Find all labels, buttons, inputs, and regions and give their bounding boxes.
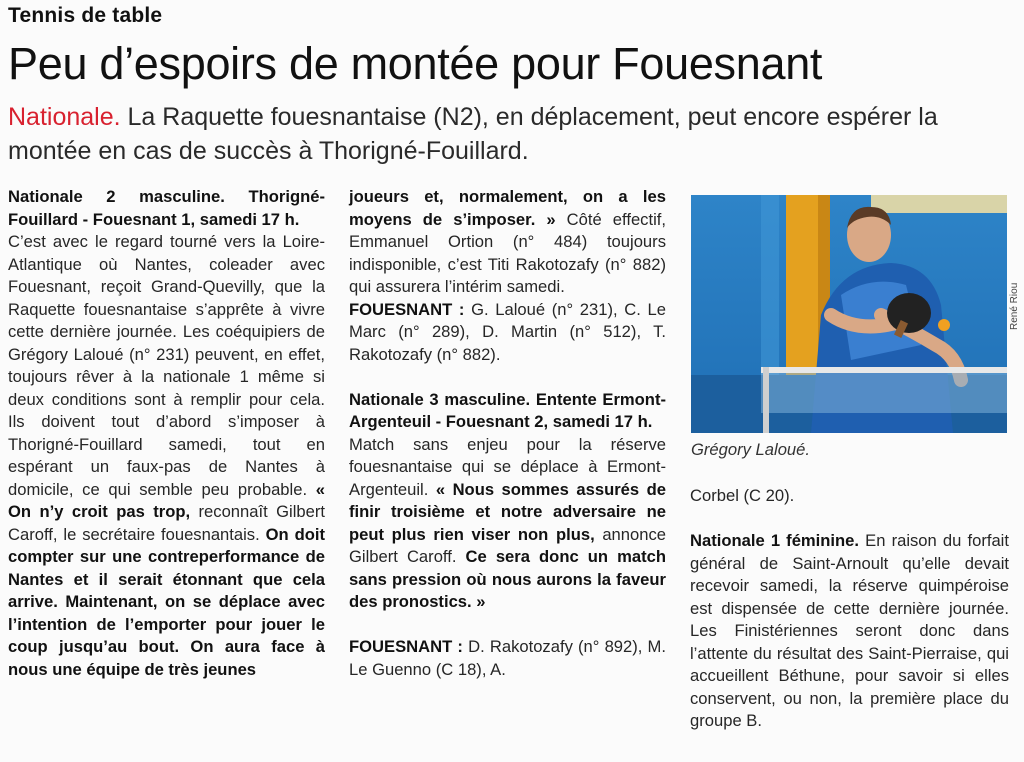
team-list-1 [349, 299, 666, 367]
quote-text: « On n’y croit pas trop, [8, 479, 325, 521]
body-text: reconnaît Gilbert Caroff, le secrétaire fouesnantais. [8, 502, 325, 544]
photo-credit: René Riou [1009, 282, 1020, 330]
article-paragraph [690, 530, 1009, 733]
article-paragraph [349, 186, 666, 299]
team-label: FOUESNANT : [349, 637, 463, 656]
match-heading-n3: Nationale 3 masculine. Entente Ermont-Argenteuil - Fouesnant 2, samedi 17 h. [349, 389, 666, 431]
quote-text: Ce sera donc un match sans pression où nous aurons la faveur des pronostics. » [349, 547, 666, 611]
lede-text: La Raquette fouesnantaise (N2), en déplacement, peut encore espérer la montée en cas de succès à Thorigné-Fouillard. [8, 103, 938, 165]
team-label: FOUESNANT : [349, 299, 465, 319]
match-heading-n2: Nationale 2 masculine. Thorigné-Fouillard - Fouesnant 1, samedi 17 h. [8, 187, 325, 229]
team-players: D. Rakotozafy (n° 892), M. Le Guenno (C 18), A. [349, 637, 666, 679]
lede-kicker: Nationale. [8, 103, 121, 131]
quote-text: « Nous sommes assurés de finir troisième et notre adversaire ne peut plus rien viser non plus, [349, 479, 666, 544]
team-players: G. Laloué (n° 231), C. Le Marc (n° 289), D. Martin (n° 512), T. Rakotozafy (n° 882). [349, 299, 666, 364]
section-rubric: Tennis de table [8, 4, 163, 27]
column-continuation: Corbel (C 20). [690, 486, 795, 505]
quote-text: On doit compter sur une contreperformance de Nantes et il serait étonnant que cela arrive. Maintenant, on se déplace avec l’intention de l’emporter pour jouer le coup jusqu’au bout. On aura face à nous une équipe de très jeunes [8, 524, 325, 679]
player-photo-image [691, 195, 1007, 433]
headline: Peu d’espoirs de montée pour Fouesnant [8, 38, 823, 89]
article-paragraph [349, 434, 666, 614]
body-text: Match sans enjeu pour la réserve fouesnantaise qui se déplace à Ermont-Argenteuil. [349, 434, 666, 499]
body-text: Côté effectif, Emmanuel Ortion (n° 484) toujours indisponible, c’est Titi Rakotozafy (n° 882) qui assurera l’intérim samedi. [349, 209, 666, 296]
article-column-3 [690, 485, 1009, 733]
quote-text: joueurs et, normalement, on a les moyens de s’imposer. » [349, 187, 666, 229]
player-photo [691, 195, 1007, 433]
article-paragraph [8, 231, 325, 681]
body-text: En raison du forfait général de Saint-Arnoult qu’elle devait recevoir samedi, la réserve quimpéroise est dispensée de cette dernière journée. Les Finistériennes seront donc dans l’attente du résultat des Saint-Pierraise, qui accueillent Béthune, pour savoir si elles conservent, ou non, la première place du groupe B. [690, 531, 1009, 730]
match-heading-n1f: Nationale 1 féminine. [690, 531, 860, 550]
lede [8, 100, 1008, 168]
photo-caption: Grégory Laloué. [691, 440, 810, 459]
article-column-1 [8, 186, 325, 681]
article-column-2 [349, 186, 666, 681]
body-text: annonce Gilbert Caroff. [349, 524, 667, 566]
body-text: C’est avec le regard tourné vers la Loire-Atlantique où Nantes, coleader avec Fouesnant, reçoit Grand-Quevilly, que la Raquette fouesnantaise s’apprête à vivre cette dernière journée. Les coéquipiers de Grégory Laloué (n° 231) peuvent, en effet, toujours rêver à la nationale 1 même si deux conditions sont à remplir pour cela. Ils doivent tout d’abord s’imposer à Thorigné-Fouillard samedi, tout en espérant un faux-pas de Nantes à domicile, ce qui semble peu probable. [8, 232, 325, 499]
team-list-2 [349, 636, 666, 681]
